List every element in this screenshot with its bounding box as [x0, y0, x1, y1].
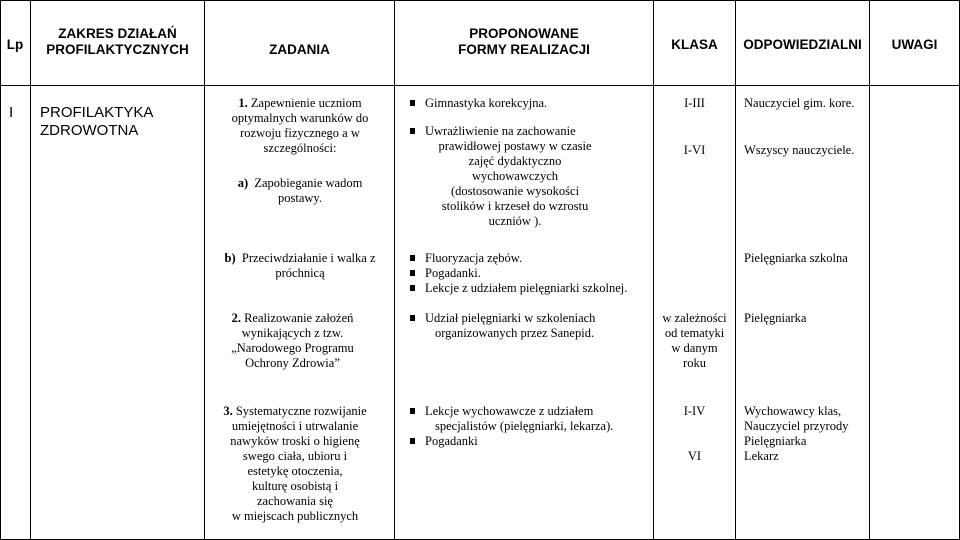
list-item: Uwrażliwienie na zachowanie prawidłowej postawy w czasie zajęć dydaktyczno wychowawczych (dostosowanie wysokości stolików i krzeseł do wzrostu uczniów ). [410, 124, 650, 229]
task-1a: a) Zapobieganie wadom postawy. [237, 176, 363, 205]
list-item: Pogadanki [410, 434, 650, 449]
odp-1a-1: Nauczyciel gim. kore. [744, 96, 855, 110]
klasa-2: w zależności od tematyki w danym roku [662, 311, 727, 370]
bullet-icon [410, 255, 415, 261]
section-title: PROFILAKTYKA ZDROWOTNA [40, 104, 154, 139]
header-klasa: KLASA [671, 37, 718, 52]
list-item: Fluoryzacja zębów. [410, 251, 650, 266]
header-odpowiedzialni: ODPOWIEDZIALNI [743, 37, 862, 52]
bullet-icon [410, 438, 415, 444]
task-3: 3. Systematyczne rozwijanie umiejętności i utrwalanie nawyków troski o higienę swego ciała, ubioru i estetykę otoczenia, kulturę osobistą i zachowania się w miejscach publicznych [223, 404, 367, 523]
task-1b: b) Przeciwdziałanie i walka z próchnicą [224, 251, 376, 280]
klasa-1a-1: I-III [684, 96, 705, 110]
odp-3: Wychowawcy klas, Nauczyciel przyrody Pielęgniarka Lekarz [744, 404, 849, 463]
list-item: Gimnastyka korekcyjna. [410, 96, 650, 111]
klasa-1a-2: I-VI [683, 143, 706, 157]
table-border-top [0, 0, 960, 1]
forms-1a [410, 96, 650, 229]
klasa-3-2: VI [687, 449, 702, 463]
list-item: Udział pielęgniarki w szkoleniach [410, 311, 650, 326]
odp-1b: Pielęgniarka szkolna [744, 251, 848, 265]
col-divider [735, 0, 736, 540]
section-number: I [9, 104, 14, 121]
bullet-icon [410, 100, 415, 106]
forms-2: Udział pielęgniarki w szkoleniach organizowanych przez Sanepid. [410, 311, 650, 341]
header-uwagi: UWAGI [891, 37, 938, 52]
header-zadania: ZADANIA [269, 42, 330, 57]
col-divider [0, 0, 1, 540]
odp-1a-2: Wszyscy nauczyciele. [744, 143, 855, 157]
list-item: Lekcje z udziałem pielęgniarki szkolnej. [410, 281, 650, 296]
task-2: 2. Realizowanie założeń wynikających z tzw. „Narodowego Programu Ochrony Zdrowia” [231, 311, 354, 370]
bullet-icon [410, 315, 415, 321]
odp-2: Pielęgniarka [744, 311, 807, 325]
bullet-icon [410, 270, 415, 276]
task-1: 1. Zapewnienie uczniom optymalnych warunków do rozwoju fizycznego a w szczególności: [231, 96, 369, 155]
col-divider [869, 0, 870, 540]
header-lp: Lp [6, 37, 24, 52]
bullet-icon [410, 285, 415, 291]
list-item: Pogadanki. [410, 266, 650, 281]
bullet-icon [410, 408, 415, 414]
forms-3: Lekcje wychowawcze z udziałem specjalistów (pielęgniarki, lekarza). Pogadanki [410, 404, 650, 449]
forms-1b [410, 251, 650, 296]
bullet-icon [410, 128, 415, 134]
col-divider [30, 0, 31, 540]
header-formy: PROPONOWANE FORMY REALIZACJI [458, 26, 590, 57]
header-row-divider [0, 85, 960, 86]
header-zakres: ZAKRES DZIAŁAŃ PROFILAKTYCZNYCH [46, 26, 189, 57]
klasa-3-1: I-IV [683, 404, 706, 418]
list-item: Lekcje wychowawcze z udziałem [410, 404, 650, 419]
